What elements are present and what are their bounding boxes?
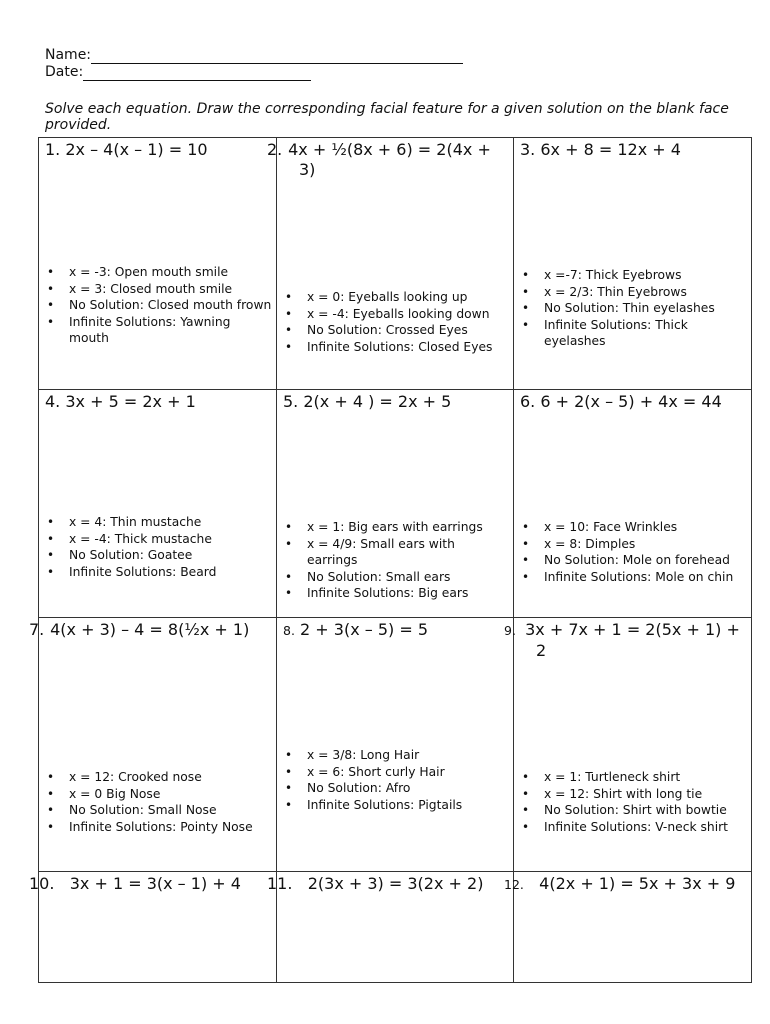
- option-item: • x = 1: Big ears with earrings: [283, 519, 509, 536]
- option-item: • x = 3/8: Long Hair: [283, 747, 509, 764]
- option-item: • x = 1: Turtleneck shirt: [520, 769, 747, 786]
- option-item: • Infinite Solutions: Mole on chin: [520, 569, 747, 586]
- option-item: • No Solution: Crossed Eyes: [283, 322, 509, 339]
- problem-cell-11: [267, 872, 514, 983]
- solution-options: [520, 769, 747, 835]
- problem-equation: 1. 2x – 4(x – 1) = 10: [45, 140, 208, 159]
- problem-equation: 9. 3x + 7x + 1 = 2(5x + 1) + 2: [504, 620, 740, 660]
- solution-options: [45, 264, 272, 347]
- problem-cell-5: [277, 390, 514, 618]
- problem-equation: 5. 2(x + 4 ) = 2x + 5: [283, 392, 452, 411]
- option-item: • No Solution: Goatee: [45, 547, 272, 564]
- option-item: • Infinite Solutions: Pointy Nose: [45, 819, 272, 836]
- option-item: • x = 3: Closed mouth smile: [45, 281, 272, 298]
- problem-cell-12: [504, 872, 752, 983]
- problem-cell-8: [277, 618, 514, 872]
- solution-options: [45, 769, 272, 835]
- option-item: • x = 10: Face Wrinkles: [520, 519, 747, 536]
- option-item: • x = 2/3: Thin Eyebrows: [520, 284, 747, 301]
- problem-equation: 11. 2(3x + 3) = 3(2x + 2): [267, 874, 484, 893]
- option-item: • x = -3: Open mouth smile: [45, 264, 272, 281]
- solution-options: [520, 267, 747, 350]
- problem-equation: 8. 2 + 3(x – 5) = 5: [283, 620, 429, 639]
- date-blank[interactable]: [83, 66, 311, 81]
- solution-options: [283, 289, 509, 355]
- problem-cell-6: [514, 390, 752, 618]
- problem-cell-7: [29, 618, 277, 872]
- option-item: • Infinite Solutions: V-neck shirt: [520, 819, 747, 836]
- option-item: • x = 4/9: Small ears with earrings: [283, 536, 509, 569]
- option-item: • No Solution: Thin eyelashes: [520, 300, 747, 317]
- option-item: • x = 0: Eyeballs looking up: [283, 289, 509, 306]
- option-item: • Infinite Solutions: Big ears: [283, 585, 509, 602]
- option-item: • x = 6: Short curly Hair: [283, 764, 509, 781]
- problem-equation: 2. 4x + ½(8x + 6) = 2(4x + 3): [267, 140, 491, 179]
- problem-cell-1: [39, 138, 277, 390]
- name-blank[interactable]: [91, 49, 463, 64]
- problem-cell-2: [267, 138, 514, 390]
- option-item: • Infinite Solutions: Thick eyelashes: [520, 317, 747, 350]
- option-item: • No Solution: Afro: [283, 780, 509, 797]
- option-item: • No Solution: Closed mouth frown: [45, 297, 272, 314]
- problem-cell-3: [514, 138, 752, 390]
- solution-options: [283, 519, 509, 602]
- name-label: Name:: [45, 47, 92, 63]
- option-item: • x = 4: Thin mustache: [45, 514, 272, 531]
- solution-options: [283, 747, 509, 813]
- problem-cell-9: [504, 618, 752, 872]
- option-item: • x = 12: Shirt with long tie: [520, 786, 747, 803]
- name-line[interactable]: [45, 47, 463, 64]
- date-label: Date:: [45, 64, 84, 80]
- option-item: • No Solution: Mole on forehead: [520, 552, 747, 569]
- option-item: • No Solution: Shirt with bowtie: [520, 802, 747, 819]
- problem-grid: [29, 137, 752, 983]
- student-info: [45, 47, 463, 81]
- problem-equation: 4. 3x + 5 = 2x + 1: [45, 392, 196, 411]
- problem-equation: 12. 4(2x + 1) = 5x + 3x + 9: [504, 874, 736, 893]
- instructions: Solve each equation. Draw the corresponding facial feature for a given solution on the blank face provided.: [45, 101, 729, 133]
- problem-cell-4: [39, 390, 277, 618]
- option-item: • Infinite Solutions: Pigtails: [283, 797, 509, 814]
- solution-options: [45, 514, 272, 580]
- problem-equation: 7. 4(x + 3) – 4 = 8(½x + 1): [29, 620, 250, 639]
- problem-cell-10: [29, 872, 277, 983]
- option-item: • x = 12: Crooked nose: [45, 769, 272, 786]
- option-item: • No Solution: Small Nose: [45, 802, 272, 819]
- problem-equation: 10. 3x + 1 = 3(x – 1) + 4: [29, 874, 241, 893]
- problem-equation: 6. 6 + 2(x – 5) + 4x = 44: [520, 392, 722, 411]
- option-item: • Infinite Solutions: Closed Eyes: [283, 339, 509, 356]
- solution-options: [520, 519, 747, 585]
- option-item: • x = 0 Big Nose: [45, 786, 272, 803]
- option-item: • No Solution: Small ears: [283, 569, 509, 586]
- date-line[interactable]: [45, 64, 463, 81]
- option-item: • x = -4: Thick mustache: [45, 531, 272, 548]
- option-item: • Infinite Solutions: Beard: [45, 564, 272, 581]
- option-item: • Infinite Solutions: Yawning mouth: [45, 314, 272, 347]
- option-item: • x =-7: Thick Eyebrows: [520, 267, 747, 284]
- option-item: • x = -4: Eyeballs looking down: [283, 306, 509, 323]
- option-item: • x = 8: Dimples: [520, 536, 747, 553]
- problem-equation: 3. 6x + 8 = 12x + 4: [520, 140, 681, 159]
